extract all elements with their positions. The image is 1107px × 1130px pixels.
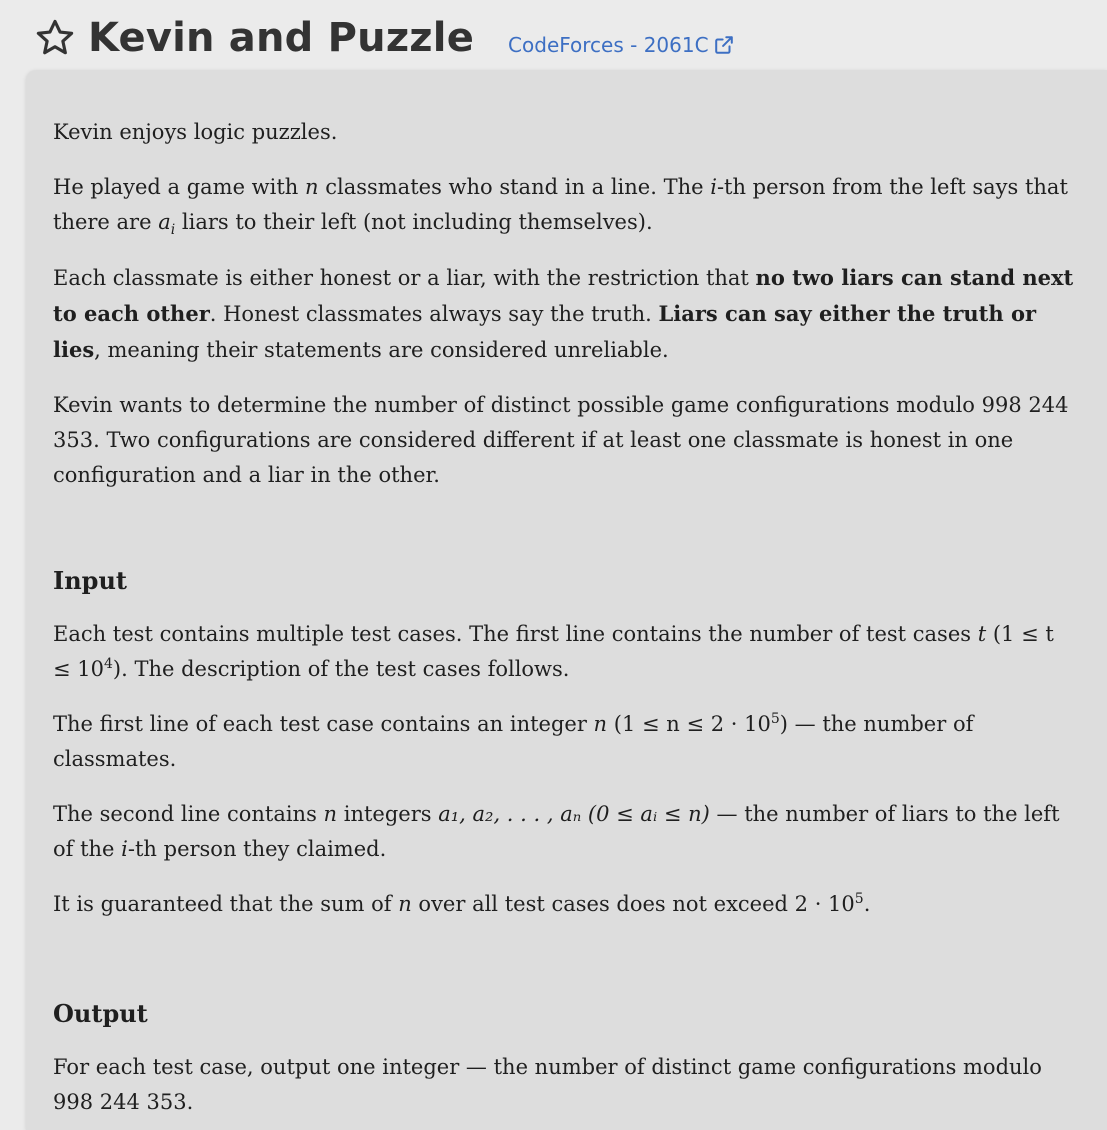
output-paragraph-1: For each test case, output one integer — the number of distinct game configurations modulo 998 244 353.: [53, 1055, 1042, 1114]
problem-header: [34, 10, 1107, 66]
statement-paragraph-4: Kevin wants to determine the number of distinct possible game configurations modulo 998 244 353. Two configurations are considered different if at least one classmate is honest in one configuration and a liar in the other.: [53, 393, 1069, 487]
statement-paragraph-3: Each classmate is either honest or a liar, with the restriction that no two liars can stand next to each other. Honest classmates always say the truth. Liars can say either the truth or lies, meaning their statements are considered unreliable.: [53, 265, 1074, 362]
star-icon[interactable]: [34, 17, 76, 59]
source-link[interactable]: [508, 33, 735, 57]
external-link-icon: [713, 34, 735, 56]
page-title: Kevin and Puzzle: [88, 15, 475, 61]
input-paragraph-1: Each test contains multiple test cases. The first line contains the number of test cases t $(1 \le t \le 10^4)$. The description of the test cases follows.: [53, 622, 1054, 681]
statement-paragraph-2: He played a game with n classmates who stand in a line. The i-th person from the left says that there are $a_i$ liars to their left (not including themselves).: [53, 175, 1068, 239]
input-paragraph-4: It is guaranteed that the sum of n over all test cases does not exceed $2 \cdot 10^5$.: [53, 891, 871, 916]
problem-statement-card: [26, 70, 1107, 1130]
input-heading: Input: [53, 566, 127, 595]
statement-paragraph-1: Kevin enjoys logic puzzles.: [53, 120, 338, 144]
input-paragraph-2: The first line of each test case contains an integer n $(1 \le n \le 2 \cdot 10^5)$ — the number of classmates.: [53, 711, 974, 771]
source-link-label: CodeForces - 2061C: [508, 33, 709, 57]
output-heading: Output: [53, 999, 148, 1028]
bold-liars-rule: Liars can say either the truth or lies: [53, 301, 1037, 362]
bold-restriction: no two liars can stand next to each other: [53, 265, 1074, 326]
input-paragraph-3: The second line contains n integers a₁, a₂, . . . , aₙ (0 ≤ aᵢ ≤ n) — the number of liars to the left of the i-th person they claimed.: [53, 802, 1060, 861]
